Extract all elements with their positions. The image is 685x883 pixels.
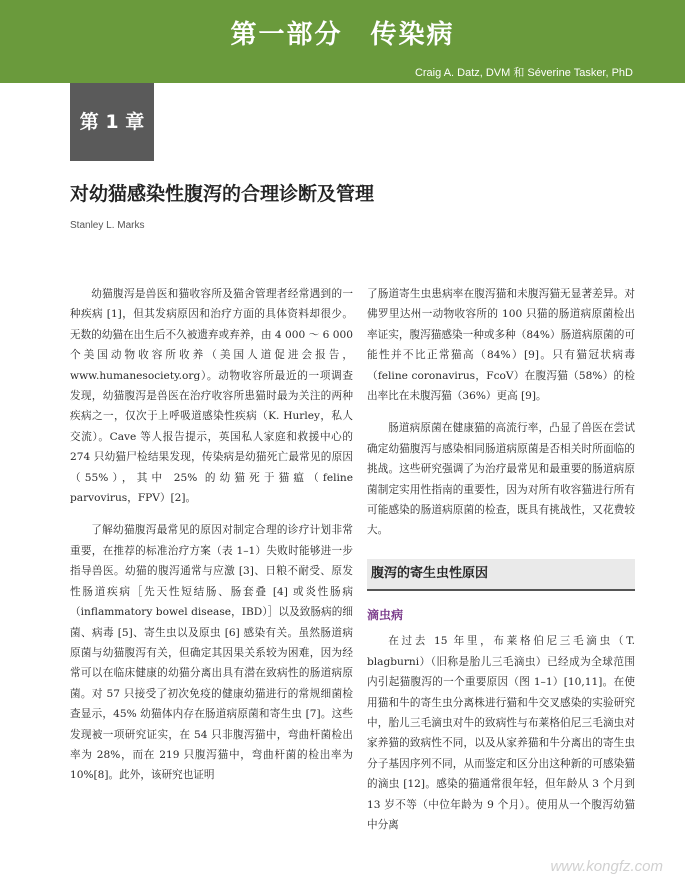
watermark: www.kongfz.com (550, 858, 663, 875)
chapter-tab (70, 83, 154, 161)
part-title: 第一部分 传染病 (230, 20, 455, 50)
body-paragraph: 在过去 15 年里，布莱格伯尼三毛滴虫（T. blagburni）（旧称是胎儿三毛滴虫）已经成为全球范围内引起猫腹泻的一个重要原因（图 1–1）[10,11]。在使用猫和牛的寄生虫分离株进行猫和牛交叉感染的实验研究中，胎儿三毛滴虫对牛的致病性与布莱格伯尼三毛滴虫对家养猫的致病性不同，以及从家养猫和牛分离出的寄生虫分子基因序列不同，从而鉴定和区分出这种新的可感染猫的滴虫 [12]。感染的猫通常很年轻，但年龄从 3 个月到 13 岁不等（中位年龄为 9 个月）。使用从一个腹泻幼猫中分离 (367, 635, 635, 831)
part-banner (0, 0, 685, 83)
sub-heading: 滴虫病 (367, 607, 404, 622)
part-authors: Craig A. Datz, DVM 和 Séverine Tasker, PhD (414, 67, 633, 79)
left-column (70, 284, 353, 786)
article-title: 对幼猫感染性腹泻的合理诊断及管理 (70, 183, 375, 205)
body-paragraph: 了解幼猫腹泻最常见的原因对制定合理的诊疗计划非常重要，在推荐的标准治疗方案（表 1–1）失败时能够进一步指导兽医。幼猫的腹泻通常与应激 [3]、日粮不耐受、原发性肠道疾病［先天性短结肠、肠套叠 [4] 或炎性肠病（inflammatory bowel disease，IBD）］以及致肠病的细菌、病毒 [5]、寄生虫以及原虫 [6] 感染有关。虽然肠道病原菌与幼猫腹泻有关，但确定其因果关系较为困难，因为经常可以在临床健康的幼猫分离出具有潜在致病性的肠道病原菌。对 57 只接受了初次免疫的健康幼猫进行的常规细菌检查显示，45% 幼猫体内存在肠道病原菌和寄生虫 [7]。这些发现被一项研究证实，在 54 只非腹泻猫中，弯曲杆菌检出率为 28%，而在 219 只腹泻猫中，弯曲杆菌的检出率为 10%[8]。此外，该研究也证明 (70, 524, 353, 782)
chapter-label: 第 1 章 (79, 111, 145, 133)
section-header (367, 559, 635, 591)
article-author: Stanley L. Marks (70, 220, 145, 231)
right-column (367, 284, 635, 835)
body-paragraph: 肠道病原菌在健康猫的高流行率，凸显了兽医在尝试确定幼猫腹泻与感染相同肠道病原菌是否相关时所面临的挑战。这些研究强调了为治疗最常见和最重要的肠道病原菌制定实用性指南的重要性，因为对所有收容猫进行所有可能感染的肠道病原菌的检查，既具有挑战性，又花费较大。 (367, 422, 635, 537)
body-paragraph: 了肠道寄生虫患病率在腹泻猫和未腹泻猫无显著差异。对佛罗里达州一动物收容所的 100 只猫的肠道病原菌检出率证实，腹泻猫感染一种或多种（84%）肠道病原菌的可能性并不比正常猫高（84%）[9]。只有猫冠状病毒（feline coronavirus，FcoV）在腹泻猫（58%）的检出率比在未腹泻猫（36%）更高 [9]。 (367, 288, 635, 403)
section-header-label: 腹泻的寄生虫性原因 (371, 565, 489, 581)
body-paragraph: 幼猫腹泻是兽医和猫收容所及猫舍管理者经常遇到的一种疾病 [1]，但其发病原因和治疗方面的具体资料却很少。无数的幼猫在出生后不久被遗弃或弃养，由 4 000 ～ 6 000 个美国动物收容所收养（美国人道促进会报告，www.humanesociety.org）。动物收容所最近的一项调查发现，幼猫腹泻是兽医在治疗收容所患猫时最为关注的两种疾病之一，仅次于上呼吸道感染性疾病（K. Hurley，私人交流）。Cave 等人报告提示，英国私人家庭和救援中心的 274 只幼猫尸检结果发现，传染病是幼猫死亡最常见的原因（55%），其中 25% 的幼猫死于猫瘟（feline parvovirus，FPV）[2]。 (70, 288, 353, 505)
